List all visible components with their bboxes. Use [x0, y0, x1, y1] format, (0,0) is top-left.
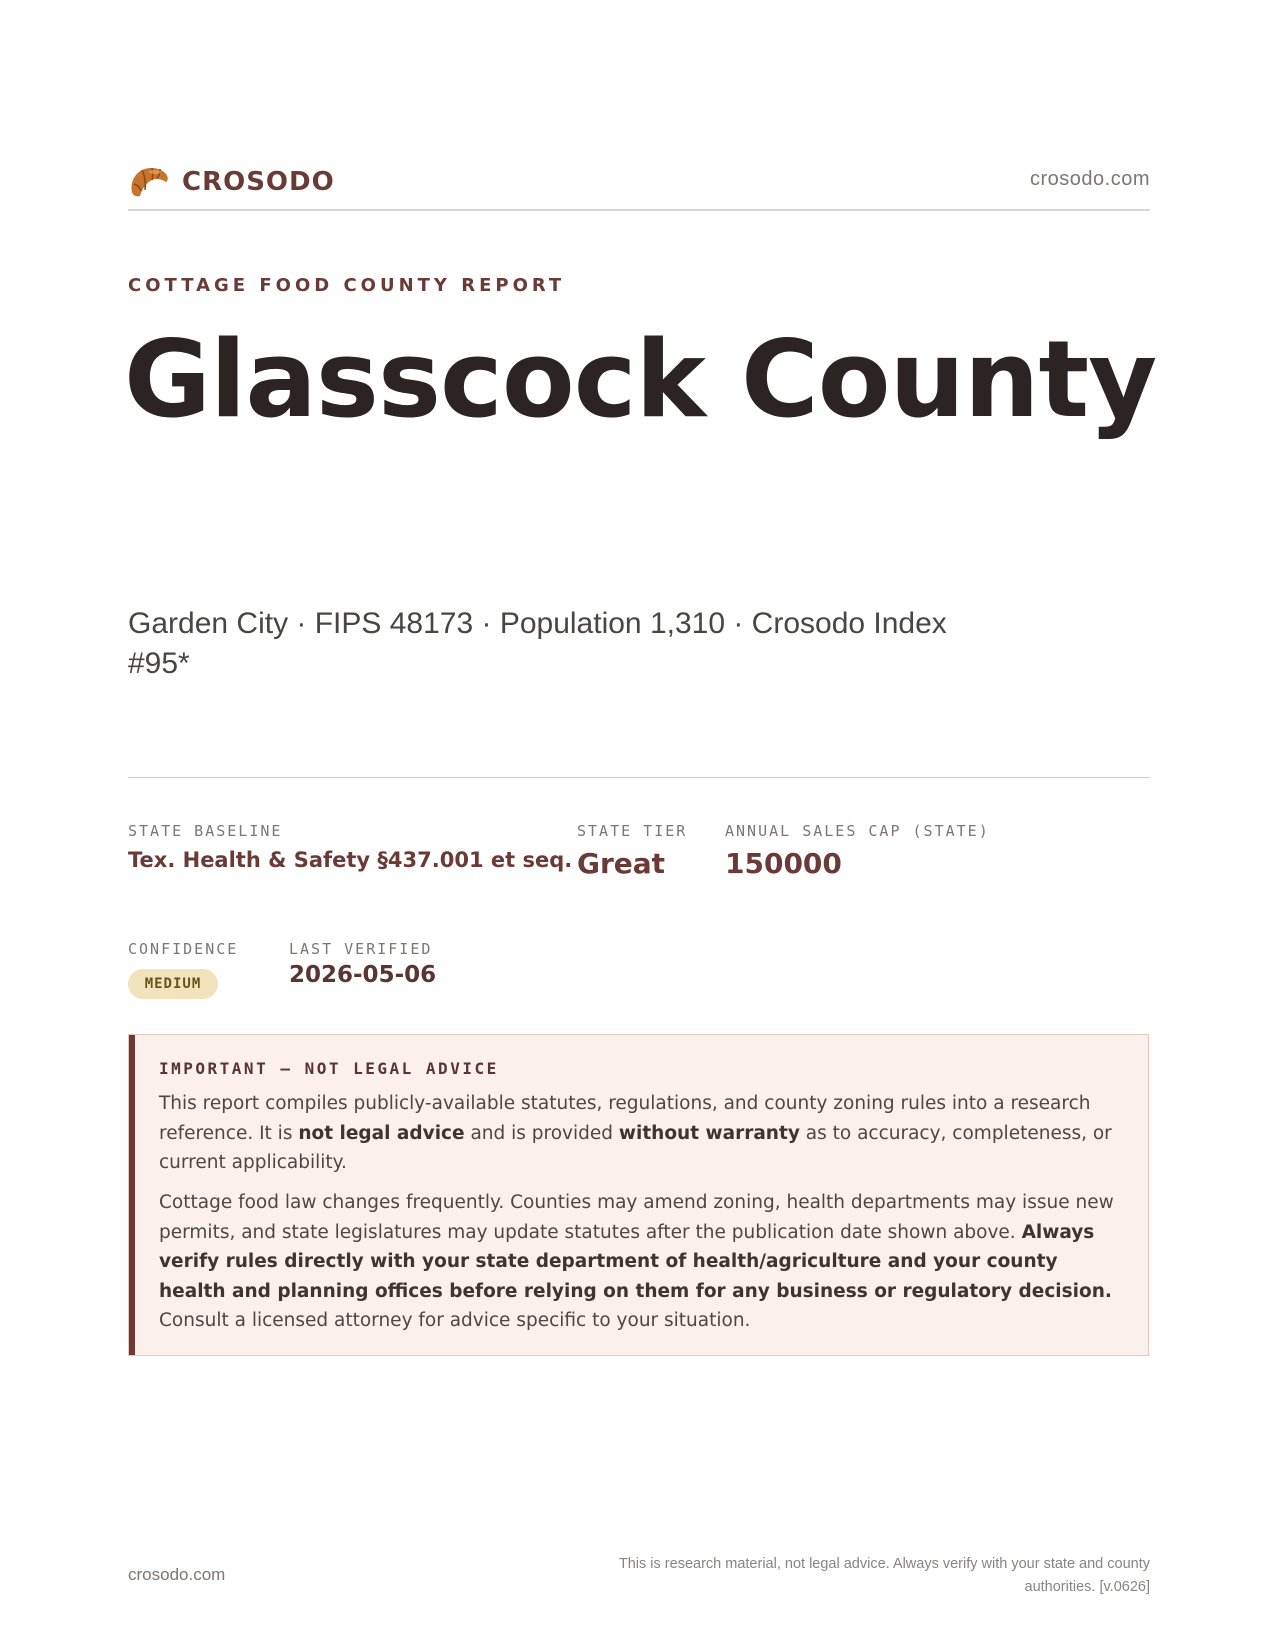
- legal-notice: [128, 1034, 1149, 1356]
- state-baseline-value: Tex. Health & Safety §437.001 et seq.: [128, 848, 573, 872]
- section-divider: [128, 777, 1150, 778]
- report-eyebrow: COTTAGE FOOD COUNTY REPORT: [128, 275, 566, 296]
- brand-name: CROSODO: [182, 167, 335, 197]
- page-title: Glasscock County: [124, 318, 1157, 441]
- notice-paragraph-1: This report compiles publicly-available statutes, regulations, and county zoning rules into a research reference. It is not legal advice and is provided without warranty as to accuracy, completeness, or current applicability.: [159, 1093, 1112, 1174]
- header-divider: [128, 209, 1150, 211]
- site-url[interactable]: crosodo.com: [1030, 168, 1150, 190]
- last-verified-value: 2026-05-06: [289, 962, 437, 988]
- footer-disclaimer: This is research material, not legal advice. Always verify with your state and county authorities. [v.0626]: [618, 1556, 1150, 1595]
- last-verified-label: LAST VERIFIED: [289, 940, 433, 958]
- report-page: [124, 0, 1157, 1650]
- state-tier-value: Great: [577, 847, 666, 880]
- sales-cap-label: ANNUAL SALES CAP (STATE): [725, 822, 990, 840]
- croissant-icon: [128, 162, 170, 202]
- brand: [128, 162, 335, 202]
- footer-site[interactable]: crosodo.com: [128, 1565, 226, 1584]
- sales-cap-value: 150000: [725, 847, 842, 880]
- notice-title: IMPORTANT — NOT LEGAL ADVICE: [159, 1059, 499, 1078]
- confidence-label: CONFIDENCE: [128, 940, 239, 958]
- header: [128, 158, 1150, 210]
- notice-accent-bar: [129, 1035, 135, 1355]
- state-baseline-label: STATE BASELINE: [128, 822, 283, 840]
- report-subtitle: Garden City · FIPS 48173 · Population 1,310 · Crosodo Index #95*: [128, 607, 947, 680]
- state-tier-label: STATE TIER: [577, 822, 688, 840]
- confidence-badge: MEDIUM: [128, 969, 218, 999]
- notice-paragraph-2: Cottage food law changes frequently. Counties may amend zoning, health departments may issue new permits, and state legislatures may update statutes after the publication date shown above. Always verify rules directly with your state department of health/agriculture and your county health and planning offices before relying on them for any business or regulatory decision. Consult a licensed attorney for advice specific to your situation.: [159, 1192, 1114, 1332]
